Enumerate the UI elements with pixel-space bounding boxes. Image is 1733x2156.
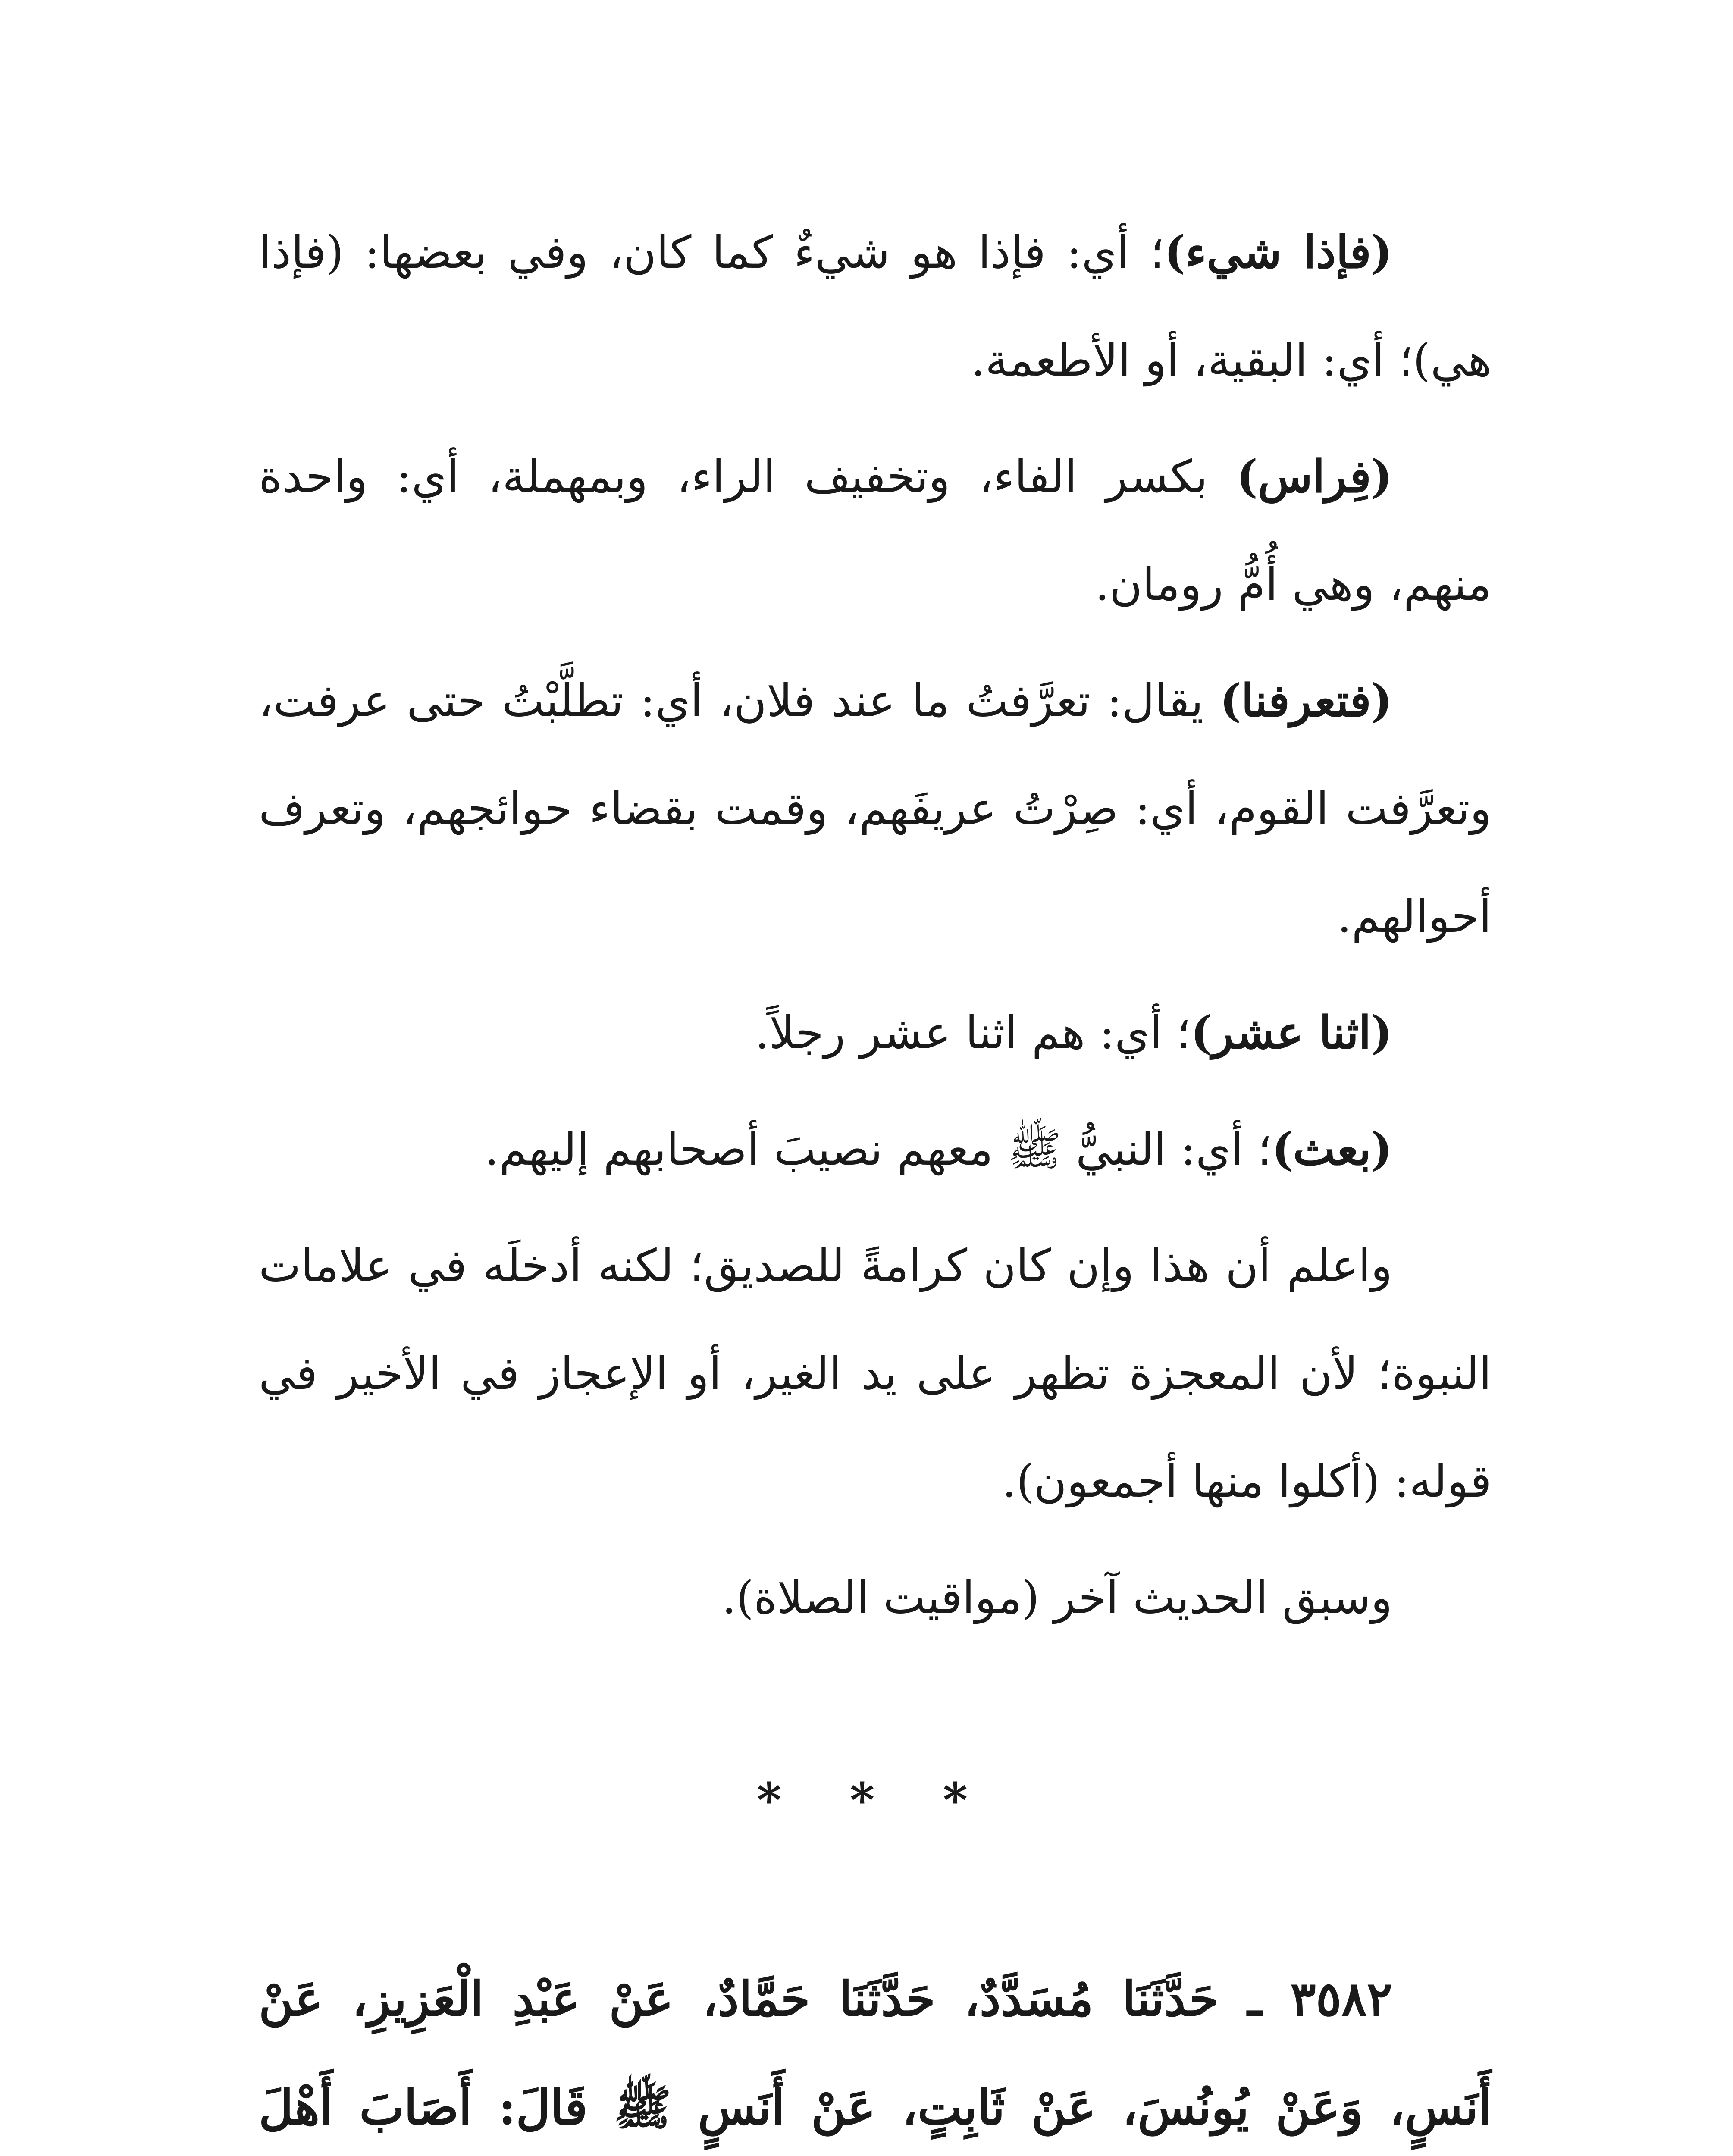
page-content [259, 198, 1492, 2156]
term-heading: (بعث) [1272, 1122, 1392, 1175]
commentary-text: يقال: تعرَّفتُ ما عند فلان، أي: تطلَّبْتُ حتى عرفت، وتعرَّفت القوم، أي: صِرْتُ عريفَهم، وقمت بقضاء حوائجهم، وتعرف أحوالهم. [259, 674, 1492, 943]
commentary-text: ؛ أي: فإذا هو شيءٌ كما كان، وفي بعضها: (فإذا هي)؛ أي: البقية، أو الأطعمة. [259, 226, 1492, 386]
commentary-text: ؛ أي: هم اثنا عشر رجلاً. [755, 1006, 1191, 1059]
commentary-paragraph [259, 1095, 1492, 1203]
term-heading: (اثنا عشر) [1191, 1006, 1392, 1059]
commentary-text: وسبق الحديث آخر (مواقيت الصلاة). [722, 1571, 1392, 1624]
term-heading: (فِراس) [1236, 450, 1392, 503]
commentary-paragraph [259, 647, 1492, 970]
commentary-paragraph [259, 979, 1492, 1087]
commentary-text: بكسر الفاء، وتخفيف الراء، وبمهملة، أي: واحدة منهم، وهي أُمُّ رومان. [259, 450, 1492, 611]
commentary-text: واعلم أن هذا وإن كان كرامةً للصديق؛ لكنه أدخلَه في علامات النبوة؛ لأن المعجزة تظهر على يد الغير، أو الإعجاز في الأخير في قوله: (أكلوا منها أجمعون). [259, 1239, 1492, 1507]
hadith-text: ٣٥٨٢ ـ حَدَّثَنَا مُسَدَّدٌ، حَدَّثَنَا حَمَّادٌ، عَنْ عَبْدِ الْعَزِيزِ، عَنْ أَنَسٍ، وَعَنْ يُونُسَ، عَنْ ثَابِتٍ، عَنْ أَنَسٍ ﷺ قَالَ: أَصَابَ أَهْلَ [259, 1971, 1492, 2135]
commentary-paragraph [259, 198, 1492, 414]
commentary-paragraph [259, 1544, 1492, 1651]
section-separator: * * * [756, 1772, 994, 1828]
commentary-text: ؛ أي: النبيُّ ﷺ معهم نصيبَ أصحابهم إليهم. [484, 1123, 1272, 1175]
term-heading: (فإذا شيء) [1164, 226, 1392, 279]
commentary-paragraph [259, 423, 1492, 638]
term-heading: (فتعرفنا) [1220, 674, 1393, 727]
commentary-paragraph [259, 1212, 1492, 1535]
